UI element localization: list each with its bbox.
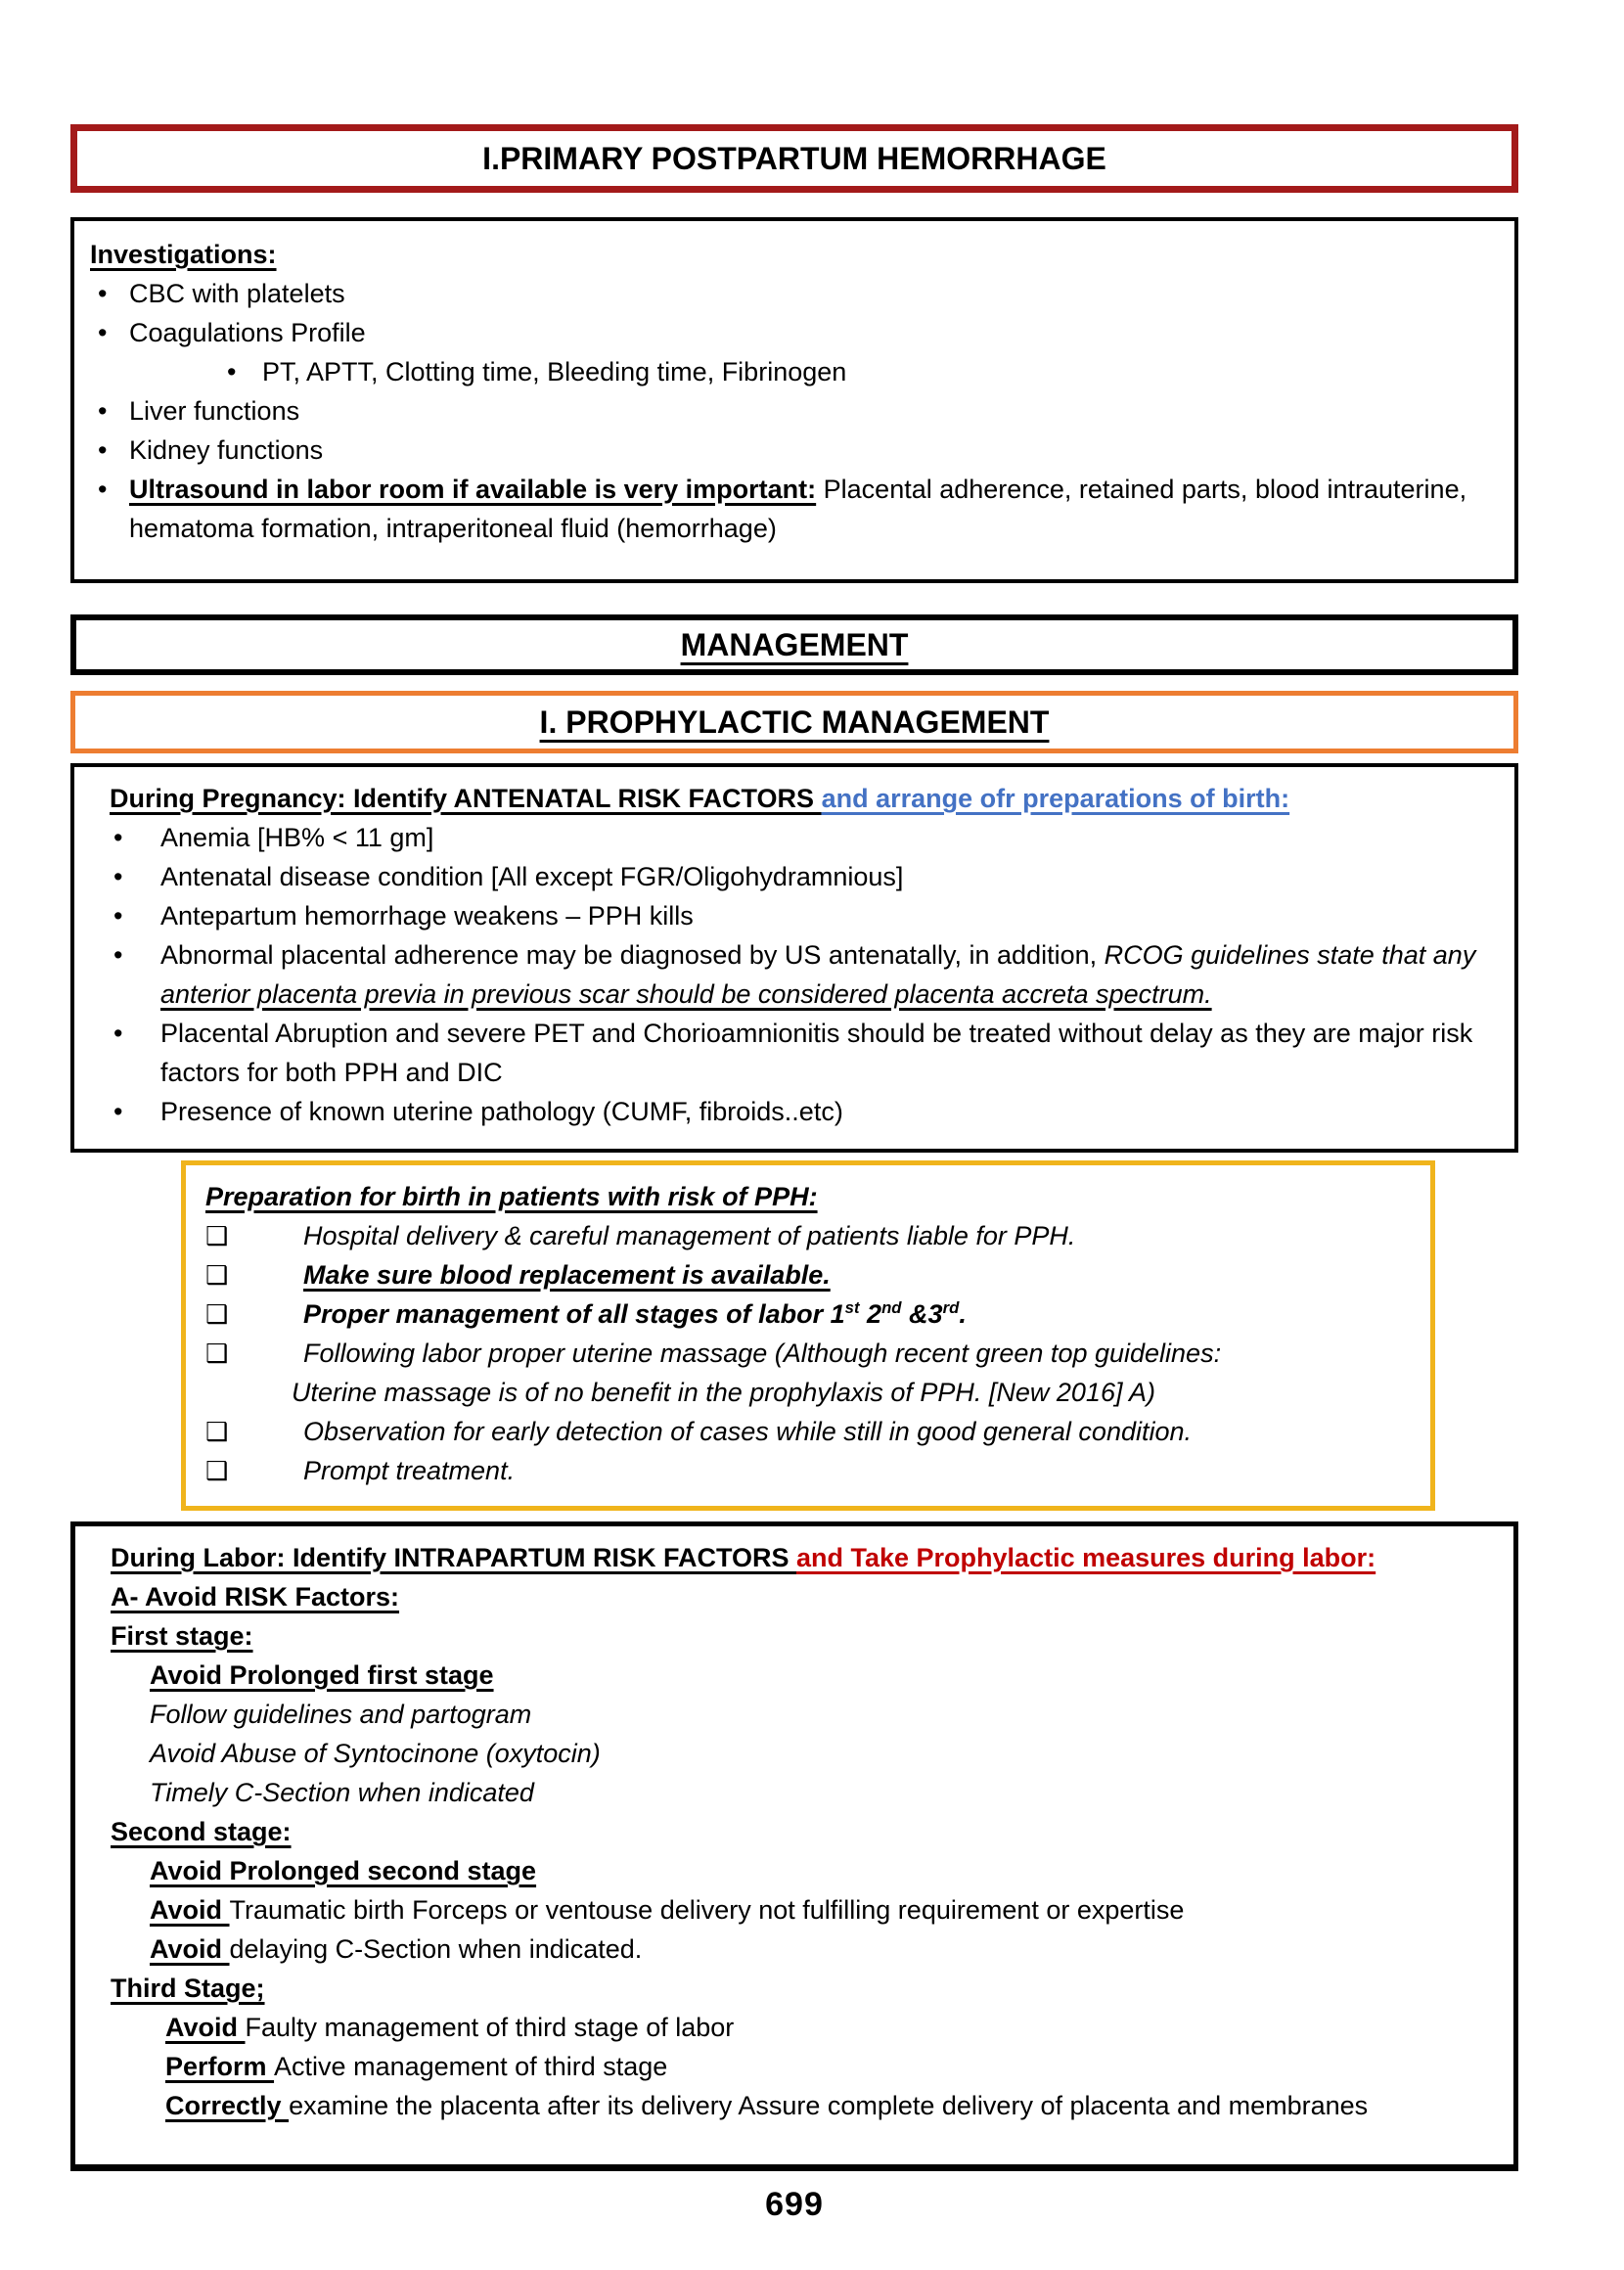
bullet-icon: •	[98, 435, 108, 465]
stage-item	[111, 1890, 1490, 1930]
bullet-icon: •	[113, 1019, 123, 1048]
bullet-icon: •	[227, 357, 237, 386]
second-stage-label	[111, 1812, 1490, 1851]
third-stage-label-text: Third Stage;	[111, 1974, 265, 2003]
bullet-icon: •	[98, 279, 108, 308]
checkbox-icon: ❑	[205, 1417, 229, 1446]
bullet-icon: •	[113, 1097, 123, 1126]
ultrasound-detail: Placental adherence, retained parts, blood intrauterine, hematoma formation, intraperitoneal fluid (hemorrhage)	[129, 475, 1467, 543]
list-item-text: Kidney functions	[129, 435, 324, 465]
stage-item-lead: Avoid	[150, 1934, 230, 1964]
stage-item-text: Active management of third stage	[274, 2052, 668, 2081]
bullet-icon: •	[113, 862, 123, 891]
list-item-sub	[90, 352, 1491, 391]
bullet-icon: •	[98, 318, 108, 347]
list-item-text: Presence of known uterine pathology (CUMF, fibroids..etc)	[160, 1097, 843, 1126]
first-stage-label-text: First stage:	[111, 1621, 253, 1651]
list-item	[110, 1092, 1491, 1131]
stage-item	[111, 1656, 1490, 1695]
stages-text: .	[959, 1299, 967, 1329]
checkbox-icon: ❑	[205, 1221, 229, 1250]
list-item	[110, 857, 1491, 896]
investigations-box	[70, 217, 1518, 583]
list-item	[110, 935, 1491, 1014]
list-item	[90, 274, 1491, 313]
stages-text: 2	[859, 1299, 882, 1329]
page-number: 699	[765, 2186, 824, 2223]
rcog-guidelines-italic: RCOG guidelines state that any	[1104, 940, 1476, 970]
management-banner	[70, 614, 1518, 675]
list-item-text	[160, 935, 1491, 1014]
list-item	[110, 896, 1491, 935]
prophylactic-banner	[70, 691, 1518, 753]
bullet-icon: •	[98, 396, 108, 426]
stage-item: Avoid Abuse of Syntocinone (oxytocin)	[150, 1739, 601, 1768]
list-item	[90, 313, 1491, 352]
checklist-item	[205, 1255, 1407, 1294]
second-stage-label-text: Second stage:	[111, 1817, 292, 1846]
checklist-item-continuation: Uterine massage is of no benefit in the prophylaxis of PPH. [New 2016] A)	[292, 1378, 1155, 1407]
stage-item: Timely C-Section when indicated	[150, 1778, 534, 1807]
checklist-item	[205, 1412, 1407, 1451]
stage-item-emphasis: Avoid Prolonged second stage	[150, 1856, 537, 1885]
investigations-heading-text: Investigations:	[90, 240, 277, 269]
list-item-text: Coagulations Profile	[129, 318, 366, 347]
checklist-item-text	[303, 1294, 1407, 1334]
ordinal-rd: rd	[942, 1298, 960, 1317]
stage-item-lead: Perform	[165, 2052, 275, 2081]
checklist-item-text: Make sure blood replacement is available.	[303, 1260, 831, 1290]
stages-text: Proper management of all stages of labor 1	[303, 1299, 845, 1329]
stage-item-lead: Avoid	[150, 1895, 230, 1925]
primary-pph-title-banner	[70, 124, 1518, 193]
bullet-icon: •	[113, 823, 123, 852]
prophylactic-banner-text: I. PROPHYLACTIC MANAGEMENT	[539, 704, 1050, 740]
list-item-text: Liver functions	[129, 396, 300, 426]
first-stage-label	[111, 1616, 1490, 1656]
checkbox-icon: ❑	[205, 1299, 229, 1329]
list-item	[90, 431, 1491, 470]
avoid-risk-factors-heading	[111, 1577, 1490, 1616]
list-item-text: Anemia [HB% < 11 gm]	[160, 823, 434, 852]
ultrasound-emphasis: Ultrasound in labor room if available is very important:	[129, 475, 817, 504]
checklist-item	[205, 1451, 1407, 1490]
third-stage-label	[111, 1969, 1490, 2008]
list-item-text: PT, APTT, Clotting time, Bleeding time, Fibrinogen	[262, 357, 847, 386]
stage-item-text: examine the placenta after its delivery Assure complete delivery of placenta and membranes	[289, 2091, 1369, 2120]
stage-item	[111, 1851, 1490, 1890]
investigations-heading	[90, 235, 1491, 274]
checkbox-icon: ❑	[205, 1456, 229, 1485]
ordinal-st: st	[844, 1298, 860, 1317]
placenta-accreta-underline: anterior placenta previa in previous scar should be considered placenta accreta spectrum.	[160, 979, 1212, 1009]
during-pregnancy-heading-accent: and arrange ofr preparations of birth:	[821, 784, 1290, 813]
during-pregnancy-heading-main: During Pregnancy: Identify ANTENATAL RISK FACTORS	[110, 784, 822, 813]
checklist-item	[205, 1216, 1407, 1255]
list-item-text: CBC with platelets	[129, 279, 345, 308]
management-banner-text: MANAGEMENT	[680, 627, 909, 662]
bullet-icon: •	[113, 940, 123, 970]
stage-item-lead: Avoid	[165, 2013, 246, 2042]
bullet-icon: •	[98, 475, 108, 504]
stage-item-text: delaying C-Section when indicated.	[229, 1934, 643, 1964]
stages-text: &3	[901, 1299, 943, 1329]
during-labor-box	[70, 1521, 1518, 2171]
list-item	[110, 818, 1491, 857]
stage-item	[111, 2008, 1490, 2047]
checklist-item-text: Observation for early detection of cases while still in good general condition.	[303, 1417, 1193, 1446]
list-item-text	[129, 470, 1491, 548]
during-pregnancy-box	[70, 763, 1518, 1153]
during-labor-heading-main: During Labor: Identify INTRAPARTUM RISK FACTORS	[111, 1543, 796, 1572]
page-title: I.PRIMARY POSTPARTUM HEMORRHAGE	[482, 141, 1106, 176]
list-item-text: Antenatal disease condition [All except FGR/Oligohydramnious]	[160, 862, 904, 891]
list-item-text: Placental Abruption and severe PET and Chorioamnionitis should be treated without delay as they are major risk factors for both PPH and DIC	[160, 1019, 1473, 1087]
stage-item-emphasis: Avoid Prolonged first stage	[150, 1660, 494, 1690]
avoid-risk-factors-text: A- Avoid RISK Factors:	[111, 1582, 400, 1612]
abnormal-adherence-plain: Abnormal placental adherence may be diagnosed by US antenatally, in addition,	[160, 940, 1105, 970]
during-labor-heading-accent: and Take Prophylactic measures during labor:	[796, 1543, 1376, 1572]
checkbox-icon: ❑	[205, 1339, 229, 1368]
list-item	[90, 470, 1491, 548]
preparation-box	[181, 1160, 1435, 1511]
checklist-item	[205, 1294, 1407, 1334]
list-item	[110, 1014, 1491, 1092]
stage-item-text: Faulty management of third stage of labor	[245, 2013, 735, 2042]
checklist-item	[205, 1334, 1407, 1373]
ordinal-nd: nd	[881, 1298, 902, 1317]
during-pregnancy-heading	[110, 779, 1491, 818]
checklist-item-text: Following labor proper uterine massage (Although recent green top guidelines:	[303, 1339, 1222, 1368]
stage-item: Follow guidelines and partogram	[150, 1700, 532, 1729]
stage-item-text: Traumatic birth Forceps or ventouse delivery not fulfilling requirement or expertise	[229, 1895, 1185, 1925]
checklist-item-text: Hospital delivery & careful management of patients liable for PPH.	[303, 1221, 1076, 1250]
preparation-heading	[205, 1177, 1407, 1216]
stage-item	[111, 1930, 1490, 1969]
checklist-item-text: Prompt treatment.	[303, 1456, 516, 1485]
bullet-icon: •	[113, 901, 123, 931]
stage-item	[111, 2047, 1490, 2086]
list-item	[90, 391, 1491, 431]
checkbox-icon: ❑	[205, 1260, 229, 1290]
during-labor-heading	[111, 1538, 1490, 1577]
preparation-heading-text: Preparation for birth in patients with risk of PPH:	[205, 1182, 818, 1211]
stage-item-lead: Correctly	[165, 2091, 290, 2120]
list-item-text: Antepartum hemorrhage weakens – PPH kills	[160, 901, 694, 931]
stage-item	[111, 2086, 1490, 2125]
